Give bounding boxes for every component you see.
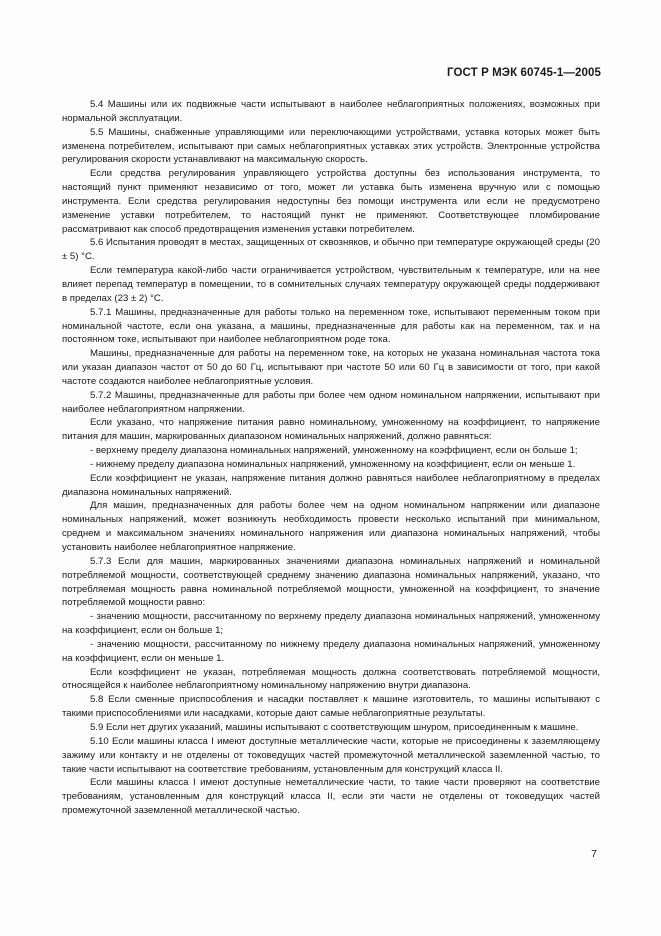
paragraph-5-6: 5.6 Испытания проводят в местах, защищенных от сквозняков, и обычно при температуре окружающей среды (20 ± 5) °С. (62, 237, 600, 263)
list-item-lower-limit: - нижнему пределу диапазона номинальных напряжений, умноженному на коэффициент, если он меньше 1. (90, 458, 576, 470)
list-item-power-upper: - значению мощности, рассчитанному по верхнему пределу диапазона номинальных напряжений, умноженному на коэффициент, если он больше 1; (62, 611, 600, 637)
paragraph-5-7-2: 5.7.2 Машины, предназначенные для работы при более чем одном номинальном напряжении, испытывают при наиболее неблагоприятном напряжении. (62, 389, 600, 415)
paragraph-5-8: 5.8 Если сменные приспособления и насадки поставляет к машине изготовитель, то машины испытывают с такими приспособлениями или насадками, которые дают самые неблагоприятные результаты. (62, 694, 600, 720)
page-number: 7 (591, 848, 597, 860)
list-item-power-lower: - значению мощности, рассчитанному по нижнему пределу диапазона номинальных напряжений, умноженному на коэффициент, если он меньше 1. (62, 638, 600, 664)
paragraph-5-6-temperature: Если температура какой-либо части ограничивается устройством, чувствительным к температуре, или на нее влияет перепад температур в помещении, то в сомнительных случаях температуру окружающей среды поддерживают в пределах (23 ± 2) °С. (62, 265, 600, 304)
paragraph-5-10: 5.10 Если машины класса I имеют доступные металлические части, которые не присоединены к заземляющему зажиму или контакту и не отделены от токоведущих частей промежуточной металлической заземленной частью, то такие части испытывают на соответствие требованиям, установленным для конструкций класса II. (62, 735, 600, 775)
paragraph-5-5-controls: Если средства регулирования управляющего устройства доступны без использования инструмента, то настоящий пункт применяют независимо от того, может ли уставка быть изменена вручную или с помощью инструмента. Если средства регулирования недоступны без помощи инструмента или если не предусмотрено изменение уставки потребителем, то настоящий пункт не применяют. Соответствующее пломбирование рассматривают как способ предотвращения изменения уставки потребителем. (62, 168, 600, 235)
paragraph-5-4: 5.4 Машины или их подвижные части испытывают в наиболее неблагоприятных положениях, возможных при нормальной эксплуатации. (62, 99, 600, 124)
list-item-upper-limit: - верхнему пределу диапазона номинальных напряжений, умноженному на коэффициент, если он больше 1; (90, 445, 578, 457)
paragraph-5-5: 5.5 Машины, снабженные управляющими или переключающими устройствами, уставка которых может быть изменена потребителем, испытывают при самых неблагоприятных уставках этих устройств. Электронные устройства регулирования скорости устанавливают на максимальную скорость. (62, 126, 600, 166)
paragraph-5-10-nonmetallic: Если машины класса I имеют доступные неметаллические части, то такие части проверяют на соответствие требованиям, установленным для конструкций класса II, если эти части не отделены от токоведущих частей промежуточной заземленной металлической частью. (62, 777, 600, 817)
paragraph-5-7-1-frequency: Машины, предназначенные для работы на переменном токе, на которых не указана номинальная частота тока или указан диапазон частот от 50 до 60 Гц, испытывают при частоте 50 или 60 Гц в зависимости от того, при какой частоте создаются наиболее неблагоприятные условия. (62, 348, 600, 387)
paragraph-5-7-3: 5.7.3 Если для машин, маркированных значениями диапазона номинальных напряжений и номинальной потребляемой мощности, соответствующей среднему значению диапазона номинальных напряжений, указано, что потребляемая мощность равна номинальной потребляемой мощности, умноженной на коэффициент, то значение потребляемой мощности равно: (62, 555, 600, 609)
document-header-standard-code: ГОСТ Р МЭК 60745-1—2005 (447, 67, 601, 79)
paragraph-5-9: 5.9 Если нет других указаний, машины испытывают с соответствующим шнуром, присоединенным к машине. (90, 721, 579, 733)
paragraph-5-7-1: 5.7.1 Машины, предназначенные для работы только на переменном токе, испытывают переменным током при номинальной частоте, если она указана, а машины, предназначенные для работы как на переменном, так и на постоянном токе, испытывают при наиболее неблагоприятном роде тока. (62, 306, 600, 346)
paragraph-5-7-2-multiple-voltages: Для машин, предназначенных для работы более чем на одном номинальном напряжении или диапазоне номинальных напряжений, может возникнуть необходимость провести несколько испытаний при минимальном, среднем и максимальном значениях номинального напряжения или диапазона номинальных напряжений, чтобы установить наиболее неблагоприятное напряжение. (62, 500, 600, 553)
paragraph-5-7-2-factor: Если указано, что напряжение питания равно номинальному, умноженному на коэффициент, то напряжение питания для машин, маркированных диапазоном номинальных напряжений, должно равняться: (62, 417, 600, 443)
document-body (62, 98, 600, 818)
paragraph-5-7-2-no-factor: Если коэффициент не указан, напряжение питания должно равняться наиболее неблагоприятному в пределах диапазона номинальных напряжений. (62, 472, 600, 498)
paragraph-5-7-3-no-factor: Если коэффициент не указан, потребляемая мощность должна соответствовать потребляемой мощности, относящейся к наиболее неблагоприятному номинальному напряжению внутри диапазона. (62, 666, 600, 692)
